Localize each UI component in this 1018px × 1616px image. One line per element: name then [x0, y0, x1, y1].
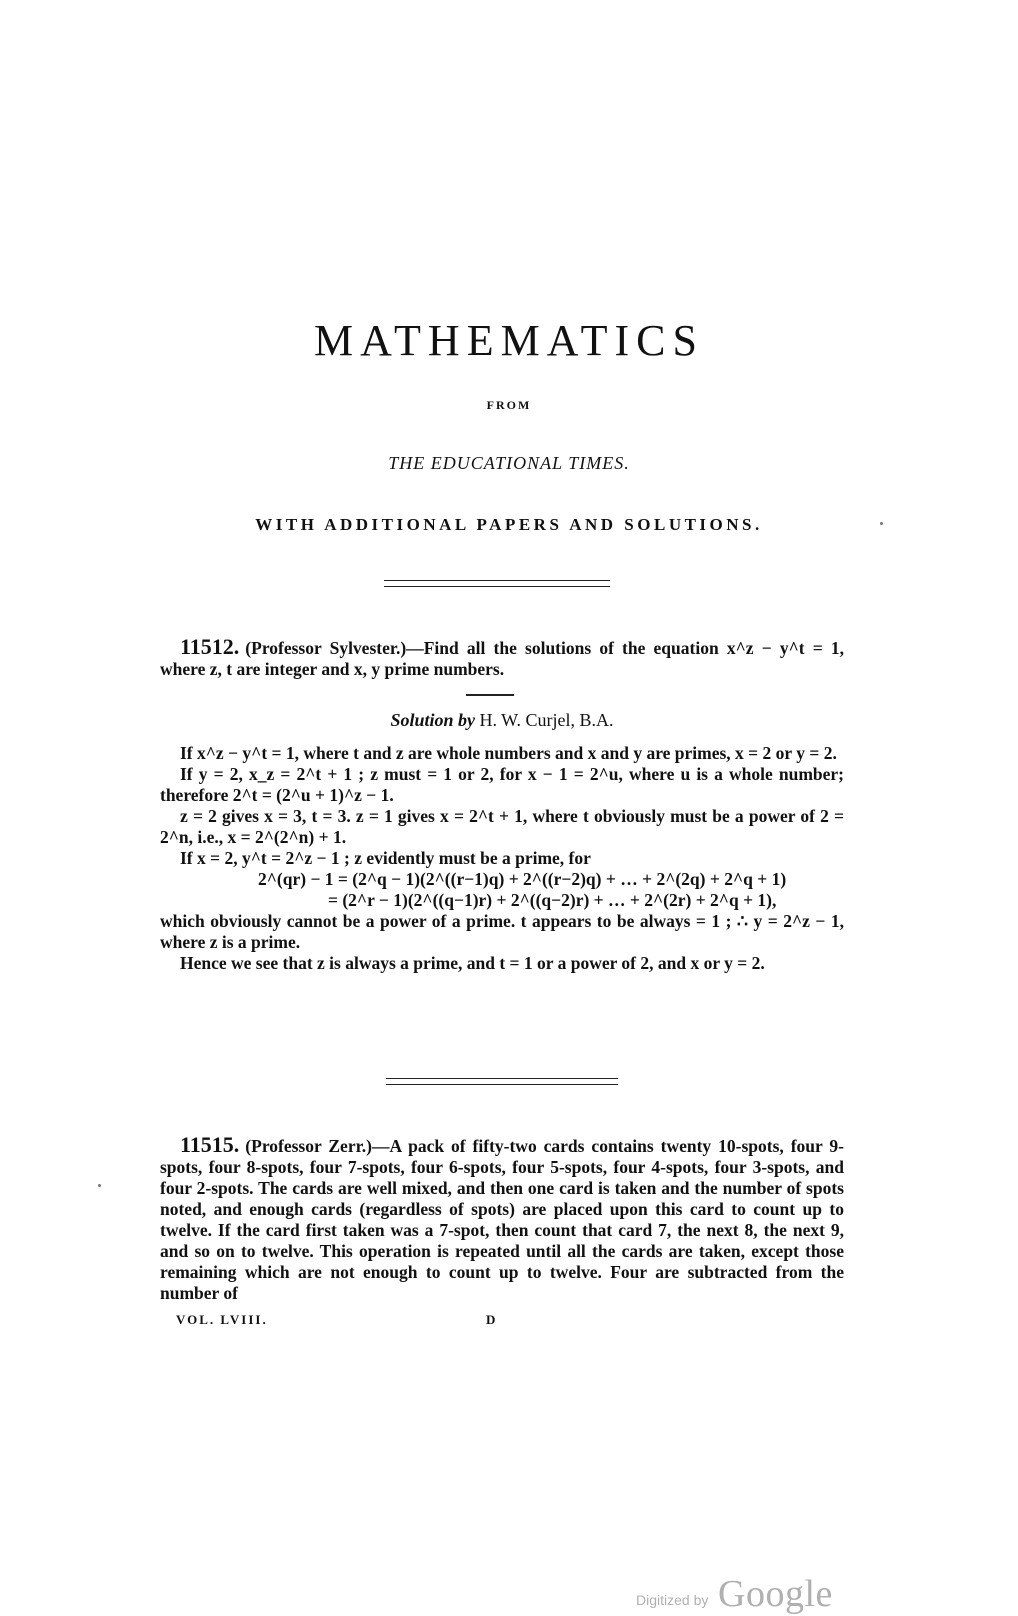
solution-heading	[160, 710, 844, 731]
subtitle: WITH ADDITIONAL PAPERS AND SOLUTIONS.	[255, 515, 763, 534]
from-label: FROM	[486, 398, 532, 412]
solution-paragraph: which obviously cannot be a power of a prime. t appears to be always = 1 ; ∴ y = 2^z − 1, where z is a prime.	[160, 911, 844, 952]
solution-author: H. W. Curjel, B.A.	[479, 710, 614, 730]
journal-name: THE EDUCATIONAL TIMES.	[388, 453, 630, 473]
equation: 2^(qr) − 1 = (2^q − 1)(2^((r−1)q) + 2^((r−2)q) + … + 2^(2q) + 2^q + 1)	[258, 869, 787, 889]
speck	[880, 522, 883, 525]
solution-body	[160, 743, 844, 974]
section-divider	[384, 580, 610, 587]
solution-paragraph: z = 2 gives x = 3, t = 3. z = 1 gives x = 2^t + 1, where t obviously must be a power of 2 = 2^n, i.e., x = 2^(2^n) + 1.	[160, 806, 844, 847]
signature-mark: D	[486, 1312, 496, 1327]
rule	[466, 694, 514, 696]
solution-paragraph: If x = 2, y^t = 2^z − 1 ; z evidently must be a prime, for	[180, 848, 591, 868]
solution-paragraph: If x^z − y^t = 1, where t and z are whole numbers and x and y are primes, x = 2 or y = 2.	[180, 743, 837, 763]
solution-paragraph: If y = 2, x_z = 2^t + 1 ; z must = 1 or 2, for x − 1 = 2^u, where u is a whole number; therefore 2^t = (2^u + 1)^z − 1.	[160, 764, 844, 805]
solution-label: Solution by	[390, 710, 475, 730]
section-divider	[386, 1078, 618, 1085]
question-11512	[160, 636, 844, 680]
volume-label: VOL. LVIII.	[176, 1312, 268, 1327]
speck	[98, 1184, 101, 1187]
google-logo: Google	[718, 1573, 833, 1615]
proposer: (Professor Zerr.)	[245, 1136, 372, 1156]
equation: = (2^r − 1)(2^((q−1)r) + 2^((q−2)r) + … + 2^(2r) + 2^q + 1),	[328, 890, 777, 910]
proposer: (Professor Sylvester.)	[245, 638, 407, 658]
solution-paragraph: Hence we see that z is always a prime, and t = 1 or a power of 2, and x or y = 2.	[180, 953, 765, 973]
question-11515	[160, 1134, 844, 1304]
digitized-label: Digitized by	[636, 1592, 709, 1608]
question-text: —A pack of fifty-two cards contains twenty 10-spots, four 9-spots, four 8-spots, four 7-spots, four 6-spots, four 5-spots, four 4-spots, four 3-spots, and four 2-spots. The cards are well mixed, and then one card is taken and the number of spots noted, and enough cards (regardless of spots) are placed upon this card to count up to twelve. If the card first taken was a 7-spot, then count that card 7, the next 8, the next 9, and so on to twelve. This operation is repeated until all the cards are taken, except those remaining which are not enough to count up to twelve. Four are subtracted from the number of	[160, 1136, 844, 1303]
page-title: MATHEMATICS	[314, 316, 704, 365]
digitized-watermark	[636, 1572, 846, 1615]
question-number: 11515.	[180, 1132, 240, 1157]
question-text: —Find all the solutions of the equation x^z − y^t = 1, where z, t are integer and x, y prime numbers.	[160, 638, 844, 679]
question-number: 11512.	[180, 634, 240, 659]
